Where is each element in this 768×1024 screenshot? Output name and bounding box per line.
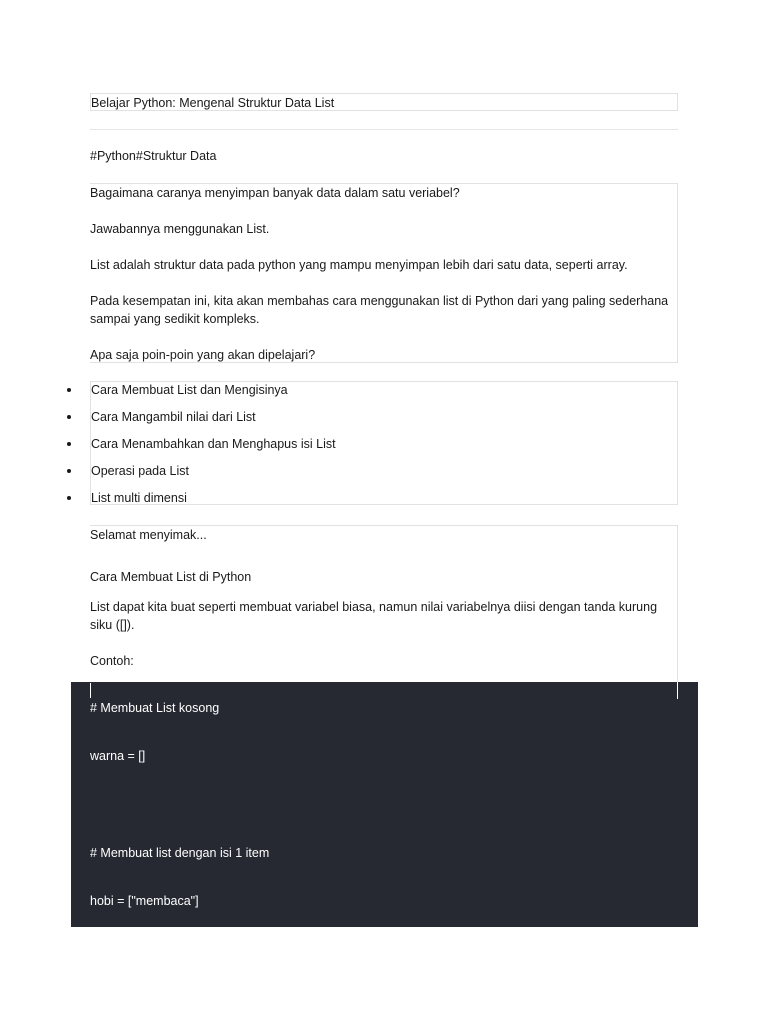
list-item-label: Cara Mangambil nilai dari List: [91, 410, 256, 424]
bullet-icon: [67, 415, 71, 419]
list-item-label: Cara Membuat List dan Mengisinya: [91, 383, 288, 397]
points-list: [90, 381, 678, 505]
intro-paragraph: Pada kesempatan ini, kita akan membahas cara menggunakan list di Python dari yang paling sederhana sampai yang sedikit kompleks.: [90, 294, 669, 326]
code-line: warna = []: [90, 749, 146, 763]
intro-paragraph: List adalah struktur data pada python yang mampu menyimpan lebih dari satu data, seperti array.: [90, 258, 628, 272]
article-title: Belajar Python: Mengenal Struktur Data List: [91, 96, 335, 110]
list-item: [91, 382, 676, 398]
intro-paragraph: Bagaimana caranya menyimpan banyak data dalam satu veriabel?: [90, 186, 460, 200]
article-tags: #Python#Struktur Data: [90, 149, 217, 163]
bullet-icon: [67, 442, 71, 446]
list-item-label: List multi dimensi: [91, 491, 187, 505]
text-cursor: [90, 683, 91, 698]
code-comment: # Membuat list dengan isi 1 item: [90, 846, 270, 860]
list-item: [91, 436, 676, 452]
outro-section: [90, 525, 678, 700]
code-line: hobi = ["membaca"]: [90, 894, 199, 908]
bullet-icon: [67, 469, 71, 473]
code-block: [71, 682, 698, 927]
intro-section: [90, 183, 678, 363]
list-item-label: Operasi pada List: [91, 464, 189, 478]
bullet-icon: [67, 496, 71, 500]
list-item: [91, 409, 676, 425]
list-item: [91, 463, 676, 479]
article-title-box: [90, 93, 678, 111]
bullet-icon: [67, 388, 71, 392]
intro-paragraph: Jawabannya menggunakan List.: [90, 222, 270, 236]
intro-paragraph: Apa saja poin-poin yang akan dipelajari?: [90, 348, 316, 362]
list-item-label: Cara Menambahkan dan Menghapus isi List: [91, 437, 336, 451]
section-heading: Cara Membuat List di Python: [90, 570, 252, 584]
divider: [90, 129, 678, 130]
list-item: [91, 490, 676, 506]
outro-paragraph: Contoh:: [90, 654, 134, 668]
code-comment: # Membuat List kosong: [90, 701, 220, 715]
outro-paragraph: Selamat menyimak...: [90, 528, 207, 542]
outro-paragraph: List dapat kita buat seperti membuat variabel biasa, namun nilai variabelnya diisi dengan tanda kurung siku ([]).: [90, 600, 658, 632]
text-cursor: [677, 682, 678, 699]
